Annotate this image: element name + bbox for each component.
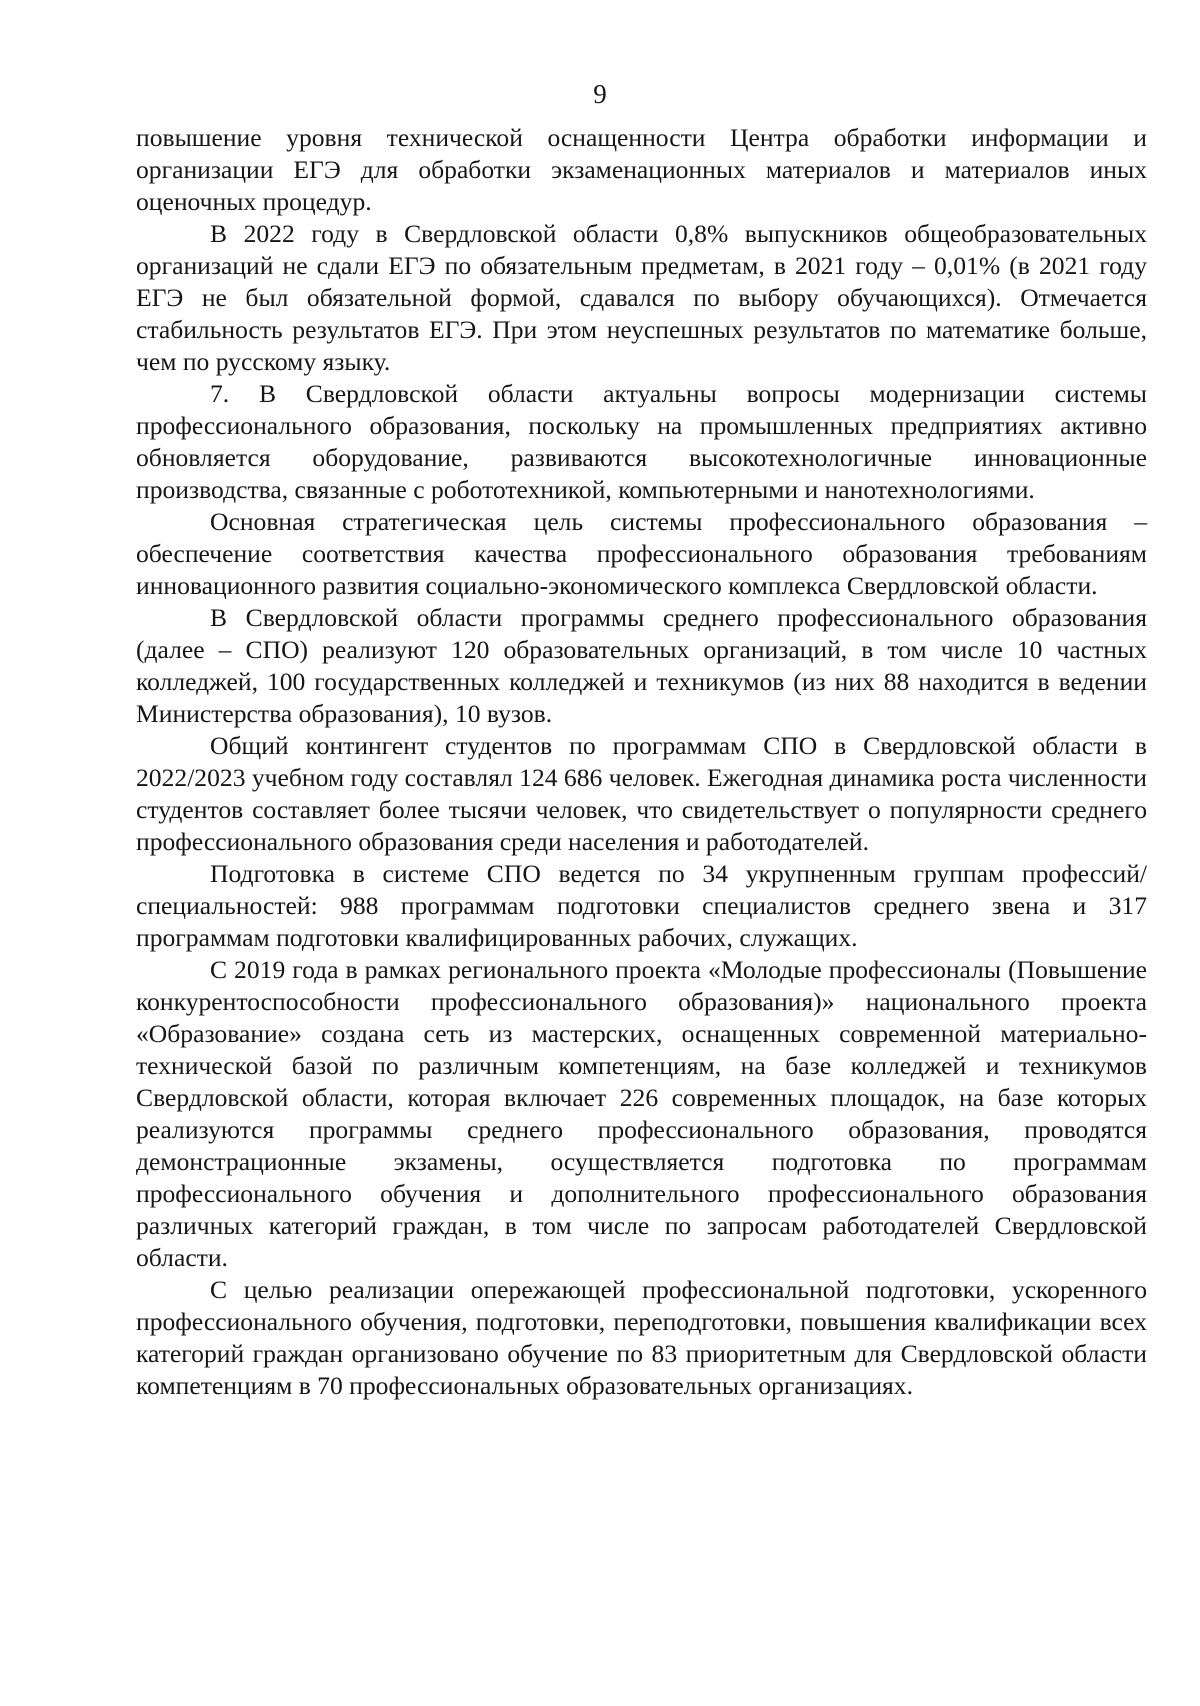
paragraph-student-contingent: Общий контингент студентов по программам СПО в Свердловской области в 2022/2023 учебном году составлял 124 686 человек. Ежегодная динамика роста численности студентов составляет более тысячи человек, что свидетельствует о популярности среднего профессионального образования среди населения и работодателей. — [136, 731, 1148, 856]
paragraph-training-groups: Подготовка в системе СПО ведется по 34 укрупненным группам профессий/специальностей: 988 программам подготовки специалистов среднего звена и 317 программам подготовки квалифицированных рабочих, служащих. — [136, 859, 1147, 952]
paragraph-continuation: повышение уровня технической оснащенности Центра обработки информации и организации ЕГЭ для обработки экзаменационных материалов и материалов иных оценочных процедур. — [136, 123, 1147, 216]
page-number: 9 — [593, 79, 607, 109]
paragraph-advanced-training: С целью реализации опережающей профессиональной подготовки, ускоренного профессионального обучения, подготовки, переподготовки, повышения квалификации всех категорий граждан организовано обучение по 83 приоритетным для Свердловской области компетенциям в 70 профессиональных образовательных организациях. — [136, 1275, 1147, 1400]
paragraph-strategic-goal: Основная стратегическая цель системы профессионального образования – обеспечение соответствия качества профессионального образования требованиям инновационного развития социально-экономического комплекса Свердловской области. — [136, 507, 1147, 600]
paragraph-workshops-network: С 2019 года в рамках регионального проекта «Молодые профессионалы (Повышение конкурентоспособности профессионального образования)» национального проекта «Образование» создана сеть из мастерских, оснащенных современной материально-технической базой по различным компетенциям, на базе колледжей и техникумов Свердловской области, которая включает 226 современных площадок, на базе которых реализуются программы среднего профессионального образования, проводятся демонстрационные экзамены, осуществляется подготовка по программам профессионального обучения и дополнительного профессионального образования различных категорий граждан, в том числе по запросам работодателей Свердловской области. — [136, 955, 1147, 1272]
page-body — [136, 122, 1147, 1402]
paragraph-ege-results: В 2022 году в Свердловской области 0,8% выпускников общеобразовательных организаций не сдали ЕГЭ по обязательным предметам, в 2021 году – 0,01% (в 2021 году ЕГЭ не был обязательной формой, сдавался по выбору обучающихся). Отмечается стабильность результатов ЕГЭ. При этом неуспешных результатов по математике больше, чем по русскому языку. — [136, 219, 1147, 376]
paragraph-modernization: 7. В Свердловской области актуальны вопросы модернизации системы профессионального образования, поскольку на промышленных предприятиях активно обновляется оборудование, развиваются высокотехнологичные инновационные производства, связанные с робототехникой, компьютерными и нанотехнологиями. — [136, 379, 1147, 504]
paragraph-spo-organizations: В Свердловской области программы среднего профессионального образования (далее – СПО) реализуют 120 образовательных организаций, в том числе 10 частных колледжей, 100 государственных колледжей и техникумов (из них 88 находится в ведении Министерства образования), 10 вузов. — [136, 603, 1147, 728]
